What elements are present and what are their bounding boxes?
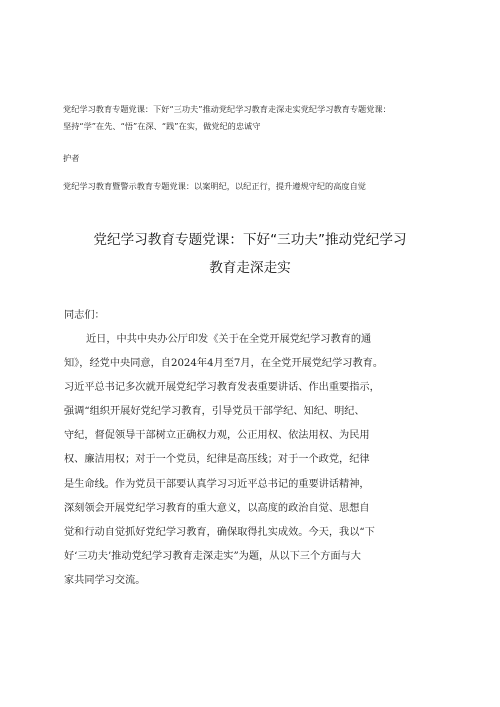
paragraph-line: 家共同学习交流。: [64, 574, 146, 586]
paragraph-line: 近日，中共中央办公厅印发《关于在全党开展党纪学习教育的通: [86, 334, 372, 345]
paragraph-line: 习近平总书记多次就开展党纪学习教育发表重要讲话、作出重要指示，: [64, 382, 380, 394]
toc-entry-line: 护者: [63, 153, 80, 163]
paragraph-line: 觉和行动自觉抓好党纪学习教育，确保取得扎实成效。今天，我以“下: [64, 526, 375, 538]
paragraph-line: 知》，经党中央同意，自2024年4月至7月，在全党开展党纪学习教育。: [64, 358, 384, 370]
salutation: 同志们：: [64, 310, 105, 321]
table-of-contents: [63, 101, 458, 195]
paragraph-line: 强调“组织开展好党纪学习教育，引导党员干部学纪、知纪、明纪、: [64, 406, 365, 418]
title-line: 教育走深走实: [209, 260, 291, 276]
title-line: 党纪学习教育专题党课：下好“三功夫”推动党纪学习: [93, 232, 407, 248]
document-body: [64, 304, 446, 593]
paragraph-line: 守纪，督促领导干部树立正确权力观，公正用权、依法用权、为民用: [64, 430, 370, 442]
toc-entry-line: 党纪学习教育专题党课：下好“三功夫”推动党纪学习教育走深走实党纪学习教育专题党课：: [63, 104, 391, 114]
toc-entry-line: 党纪学习教育暨警示教育专题党课：以案明纪，以纪正行，提升遵规守纪的高度自觉: [63, 181, 366, 191]
paragraph-line: 权、廉洁用权；对于一个党员，纪律是高压线；对于一个政党，纪律: [64, 454, 370, 466]
toc-entry-line: 坚持“学”在先、“悟”在深、“践”在实，做党纪的忠诚守: [63, 121, 261, 131]
paragraph-line: 好‘三功夫’推动党纪学习教育走深走实”为题，从以下三个方面与大: [64, 550, 361, 562]
paragraph-line: 深刻领会开展党纪学习教育的重大意义，以高度的政治自觉、思想自: [64, 502, 370, 514]
document-title: [40, 226, 460, 282]
paragraph-line: 是生命线。作为党员干部要认真学习习近平总书记的重要讲话精神，: [64, 478, 370, 490]
